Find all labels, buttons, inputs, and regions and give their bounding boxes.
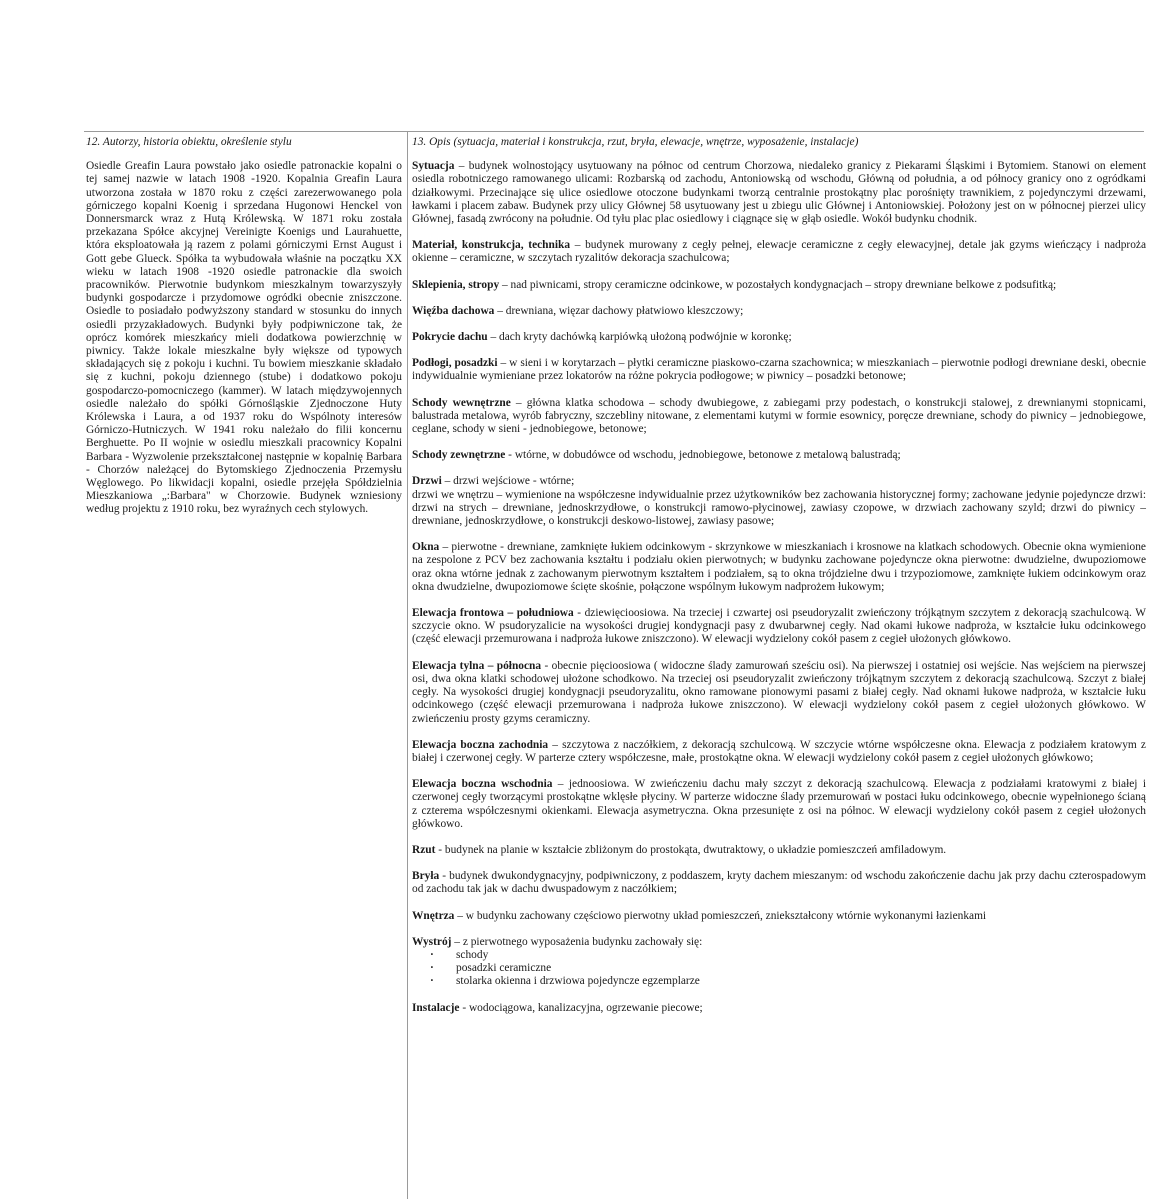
list-item: · stolarka okienna i drzwiowa pojedyncze egzemplarze bbox=[430, 975, 1146, 988]
section-schody-wewnetrzne bbox=[412, 397, 1146, 437]
section-label: Elewacja boczna wschodnia bbox=[412, 778, 553, 791]
section-pokrycie bbox=[412, 331, 1146, 344]
section-text: – z pierwotnego wyposażenia budynku zachowały się: bbox=[451, 935, 703, 948]
section-schody-zewnetrzne bbox=[412, 449, 1146, 462]
section-text: - dziewięcioosiowa. Na trzeciej i czwartej osi pseudoryzalit zwieńczony trójkątnym szczytem z dekoracją szachulcową. W szczycie okno. W psudoryzalicie na wysokości drugiej kondygnacji pasy z dwubarwnej cegły. Nad okami łukowe nadproża, w kształcie łuku odcinkowego (część elewacji przemurowana i nadproża łukowe zniszczono). W elewacji wydzielony cokół pasem z cegieł ułożonych główkowo. bbox=[412, 607, 1146, 646]
section-label: Bryła bbox=[412, 870, 440, 883]
section-text: - obecnie pięcioosiowa ( widoczne ślady zamurowań sześciu osi). Na pierwszej i ostatniej osi wejście. Nas wejściem na pierwszej osi, dwa okna klatki schodowej ułożone schodkowo. Na trzeciej osi pseudoryzalit zwieńczony trójkątnym szczytem z dekoracją szachulcową. Szczyt z białej cegły. Na wysokości drugiej kondygnacji pseudoryzalitu, okno ramowane pionowymi pasami z białej cegły. Nad oknami łukowe nadproża, w kształcie łuku odcinkowego (część elewacji przemurowana i nadproża łukowe zniszczono). W elewacji wydzielony cokół pasem z cegieł ułożonych główkowo. W zwieńczeniu prosty gzyms ceramiczny. bbox=[412, 659, 1146, 725]
section-label: Elewacja tylna – północna bbox=[412, 659, 542, 672]
section-text: - budynek na planie w kształcie zbliżonym do prostokąta, dwutraktowy, o układzie pomieszczeń amfiladowym. bbox=[435, 843, 947, 856]
section-sklepienia bbox=[412, 279, 1146, 292]
section-text: – nad piwnicami, stropy ceramiczne odcinkowe, w pozostałych kondygnacjach – stropy drewniane belkowe z podsufitką; bbox=[499, 278, 1057, 291]
section-drzwi bbox=[412, 475, 1146, 528]
section-label: Schody zewnętrzne bbox=[412, 449, 506, 462]
right-column bbox=[412, 133, 1146, 1028]
top-rule bbox=[84, 131, 1144, 132]
section-wystroj bbox=[412, 936, 1146, 989]
section-bryla bbox=[412, 870, 1146, 896]
wystroj-list bbox=[412, 949, 1146, 989]
section-label: Więźba dachowa bbox=[412, 304, 495, 317]
section-label: Sytuacja bbox=[412, 160, 455, 173]
section-label: Elewacja frontowa – południowa bbox=[412, 607, 574, 620]
section-label: Okna bbox=[412, 541, 440, 554]
section-elewacja-wschodnia bbox=[412, 778, 1146, 831]
section-label: Podłogi, posadzki bbox=[412, 357, 498, 370]
section-text: – pierwotne - drewniane, zamknięte łukiem odcinkowym - skrzynkowe w mieszkaniach i krosnowe na klatkach schodowych. Obecnie okna wymienione na zespolone z PCV bez zachowania kształtu i podziału okien pierwotnych; w budynku zachowane pojedyncze okna pierwotne: dwudzielne, dwupoziomowe oraz okna wtórne jednak z zachowanym pierwotnym kształtem i podziałem, są to okna trójdzielne dwu i trzypoziomowe, zamknięte łukiem odcinkowym oraz okna dwudzielne, dwupoziomowe ścięte skośnie, połączone wspólnym łukowym nadprożem łukowym; bbox=[412, 541, 1146, 593]
section-text: – szczytowa z naczółkiem, z dekoracją szchulcową. W szczycie wtórne współczesne okna. Elewacja z podziałem kratowym z białej i czerwonej cegły. W parterze cztery współczesne, małe, prostokątne okna. W elewacji wydzielony cokół pasem z cegieł ułożonych główkowo; bbox=[412, 738, 1146, 764]
section-text: - budynek dwukondygnacyjny, podpiwniczony, z poddaszem, kryty dachem mieszanym: od wschodu zakończenie dachu jak przy dachu czterospadowym od zachodu tak jak w dachu dwuspadowym z naczółkiem; bbox=[412, 870, 1146, 896]
list-item: · schody bbox=[430, 949, 1146, 962]
section-rzut bbox=[412, 844, 1146, 857]
section-label: Elewacja boczna zachodnia bbox=[412, 738, 549, 751]
section-label: Sklepienia, stropy bbox=[412, 278, 500, 291]
section-text: – budynek murowany z cegły pełnej, elewacje ceramiczne z cegły elewacyjnej, detale jak gzyms wieńczący i nadproża okienne – ceramiczne, w szczytach ryzalitów dekoracja szachulcowa; bbox=[412, 239, 1147, 265]
section-label: Wnętrza bbox=[412, 909, 455, 922]
section-text: - wodociągowa, kanalizacyjna, ogrzewanie piecowe; bbox=[459, 1001, 703, 1014]
section-text: – budynek wolnostojący usytuowany na północ od centrum Chorzowa, niedaleko granicy z Piekarami Śląskimi i Bytomiem. Stanowi on element osiedla robotniczego ramowanego ulicami: Rozbarską od zachodu, Antoniowską od wschodu, Główną od południa, a od północy granicy ono z ogródkami działkowymi. Przecinające się ulice osiedlowe otoczone budynkami tworzą centralnie prostokątny plac porośnięty trawnikiem, z pojedynczymi drzewami, ławkami i placem zabaw. Budynek przy ulicy Głównej 58 usytuowany jest u zbiegu ulic Głównej i Antoniowskiej. Położony jest on w północnej pierzei ulicy Głównej, fasadą zwrócony na południe. Od tyłu plac plac osiedlowy i ciągnące się w głąb osiedle. Wokół budynku chodnik. bbox=[412, 160, 1146, 226]
section-text: – dach kryty dachówką karpiówką ułożoną podwójnie w koronkę; bbox=[487, 331, 792, 344]
section-instalacje bbox=[412, 1002, 1146, 1015]
section-elewacja-frontowa bbox=[412, 607, 1146, 647]
section-text: – drzwi wejściowe - wtórne; drzwi we wnętrzu – wymienione na współczesne indywidualnie przez użytkowników bez zachowania historycznej formy; zachowane jedynie pojedyncze drzwi: drzwi na strych – drewniane, jednoskrzydłowe, o konstrukcji ramowo-płycinowej, zawiasy czopowe, w drzwiach zachowany szyld; drzwi do piwnicy – drewniane, jednoskrzydłowe, o konstrukcji deskowo-listowej, zawiasy pasowe; bbox=[412, 475, 1146, 528]
section-label: Schody wewnętrzne bbox=[412, 396, 511, 409]
section-label: Rzut bbox=[412, 843, 436, 856]
section-label: Wystrój bbox=[412, 935, 452, 948]
list-item: · posadzki ceramiczne bbox=[430, 962, 1146, 975]
section-text: – jednoosiowa. W zwieńczeniu dachu mały szczyt z dekoracją szachulcową. Elewacja z podziałami kratowymi z białej i czerwonej cegły tworzącymi prostokątne wklęsłe płyciny. W parterze widoczne ślady przemurowań w postaci łuku odcinkowego, obecnie wypełnionego ścianą z czterema współczesnymi okienkami. Elewacja asymetryczna. Okna przesunięte z osi na północ. W elewacji wydzielony cokół pasem z cegieł ułożonych główkowo. bbox=[412, 778, 1146, 830]
section-label: Pokrycie dachu bbox=[412, 331, 488, 344]
right-column-title: 13. Opis (sytuacja, materiał i konstrukcja, rzut, bryła, elewacje, wnętrze, wyposażenie, instalacje) bbox=[412, 136, 859, 148]
section-label: Instalacje bbox=[412, 1001, 460, 1014]
section-label: Drzwi bbox=[412, 475, 442, 488]
section-text: – drewniana, więzar dachowy płatwiowo kleszczowy; bbox=[494, 304, 744, 317]
section-text: – w budynku zachowany częściowo pierwotny układ pomieszczeń, zniekształcony wtórnie wykonanymi łazienkami bbox=[454, 909, 987, 922]
section-podlogi bbox=[412, 357, 1146, 383]
history-text: Osiedle Greafin Laura powstało jako osiedle patronackie kopalni o tej samej nazwie w latach 1908 -1920. Kopalnia Greafin Laura utworzona została w 1870 roku z części zarezerwowanego pola górniczego kopalni Koenig i sprzedana Hugonowi Henckel von Donnersmarck wraz z Hutą Królewską. W 1871 roku została przekazana Spółce akcyjnej Vereinigte Koenigs und Laurahuette, która eksploatowała ją razem z polami górniczymi Ernst August i Gott gebe Glueck. Spółka ta wybudowała właśnie na początku XX wieku w latach 1908 -1920 osiedle patronackie dla swoich pracowników. Pierwotnie budynkom mieszkalnym towarzyszyły budynki gospodarcze i przydomowe ogródki obecnie zniszczone. Osiedle to posiadało podwyższony standard w stosunku do innych osiedli przyzakładowych. Budynki były podpiwniczone tak, że oprócz komórek mieszkańcy mieli dodatkowa powierzchnię w piwnicy. Także lokale mieszkalne były większe od typowych składających się z pokoju i kuchni. Tu bowiem mieszkanie składało się z kuchni, pokoju dziennego (stube) i dodatkowo pokoju gospodarczo-pomocniczego (kammer). W latach międzywojennych osiedle należało do spółki Górnośląskie Zjednoczone Huty Królewska i Laura, a od 1937 roku do Wspólnoty interesów Górniczo-Hutniczych. W 1941 roku należało do filii koncernu Berghuette. Po II wojnie w osiedlu mieszkali pracownicy Kopalni Barbara - Wyzwolenie przekształconej następnie w kopalnię Barbara - Chorzów należącej do Bytomskiego Zjednoczenia Przemysłu Węglowego. Po likwidacji kopalni, osiedle przejęła Spółdzielnia Mieszkaniowa „:Barbara" w Chorzowie. Budynek wzniesiony według projektu z 1910 roku, bez wyraźnych cech stylowych. bbox=[86, 160, 402, 516]
left-column-title: 12. Autorzy, historia obiektu, określenie stylu bbox=[86, 136, 292, 148]
section-label: Materiał, konstrukcja, technika bbox=[412, 239, 571, 252]
left-column bbox=[86, 133, 402, 517]
section-elewacja-tylna bbox=[412, 660, 1146, 726]
column-divider bbox=[407, 131, 408, 1199]
section-sytuacja bbox=[412, 160, 1146, 226]
section-okna bbox=[412, 541, 1146, 594]
section-text: – w sieni i w korytarzach – płytki ceramiczne piaskowo-czarna szachownica; w mieszkaniach – pierwotnie podłogi drewniane deski, obecnie indywidualnie wymieniane przez lokatorów na różne pokrycia podłogowe; w piwnicy – posadzki betonowe; bbox=[412, 357, 1147, 383]
section-wnetrza bbox=[412, 910, 1146, 923]
section-material bbox=[412, 239, 1146, 265]
section-wiezba bbox=[412, 305, 1146, 318]
section-elewacja-zachodnia bbox=[412, 739, 1146, 765]
section-text: – główna klatka schodowa – schody dwubiegowe, z zabiegami przy podestach, o konstrukcji stalowej, z drewnianymi stopnicami, balustrada metalowa, wyrób fabryczny, szczebliny nitowane, z elementami kutymi w formie esownicy, poręcze drewniane, schody do piwnicy – jednobiegowe, ceglane, schody w sieni - jednobiegowe, betonowe; bbox=[412, 396, 1146, 436]
section-text: - wtórne, w dobudówce od wschodu, jednobiegowe, betonowe z metalową balustradą; bbox=[505, 449, 901, 462]
